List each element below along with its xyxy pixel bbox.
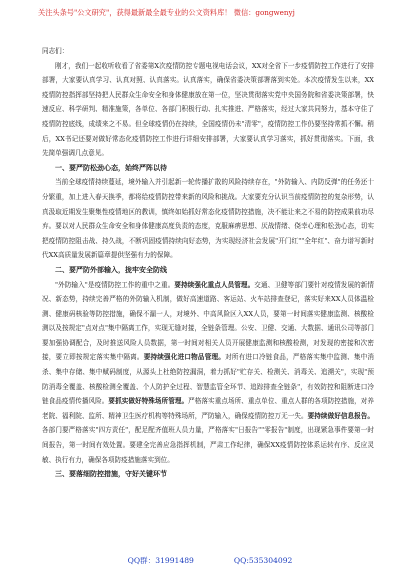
- section-heading-1: 一、要严防松劲心态，始终严阵以待: [55, 162, 167, 172]
- promo-banner: 关注头条号"公文研究"，获得最新最全最专业的公文资料库！ 微信：gongwenyj: [38, 8, 295, 17]
- point-info-reporting-text: 各部门要严格落实"四方责任"，配足配齐值班人员力量，严格落实"日报告""零报告"制度，出现紧急事件要第一时间报告，第一时间有效处置。要建全完善应急指挥机制，严肃工作纪律，确保XX疫情防控体系运转有序、反应灵敏、执行有力，确保各项防疫措施落实到位。: [42, 426, 374, 464]
- document-body: [42, 44, 374, 482]
- intro-paragraph: 刚才，我们一起收听收看了省委第X次疫情防控专题电视电话会议，XX对全省下一步疫情防控工作进行了安排部署，大家要认真学习、认真对照、认真落实。认真落实，确保省委决策部署落到实处。本次疫情发生以来，XX疫情防控指挥部坚持把人民群众生命安全和身体健康放在第一位，坚决贯彻落实党中央国务院和省委决策部署，快速反应、科学研判、精准施策，各单位、各部门积极行动、扎实推进、严格落实，经过大家共同努力，基本守住了疫情防控底线，成绩来之不易。但全球疫情仍在持续，全国疫情仍未"清零"，疫情防控工作仍要坚持常抓不懈。稍后，XX书记还要对做好常态化疫情防控工作进行详细安排部署，大家要认真学习落实，抓好贯彻落实。下面，我先简单强调几点意见。: [42, 61, 374, 158]
- section-heading-3: 三、要落细防控措施，守好关键环节: [55, 469, 167, 479]
- contact-footer: [40, 554, 380, 568]
- greeting: 同志们：: [42, 47, 69, 55]
- section-heading-2: 二、要严防外部输入，拢牢安全防线: [55, 264, 167, 274]
- qq-number-text: QQ:535304092: [233, 556, 293, 565]
- point-key-personnel-text: 交通、卫健等部门要针对疫情发展的新情况、新态势，持续完善严格的外防输入机制，做好高速道路、客运站、火车站排查登记，落实好来XX人员体温检测、健康码核验等防控措施，确保不漏一人，对境外、中高风险区入XX人员，要第一时间落实健康监测、核酸检测以及按规定"点对点"集中隔离工作，实现无缝对接，全链条管理。公安、卫健、交通、大数据、通讯公司等部门要加强协调配合，及时推送风险人员数据，第一时间对相关人员开展健康监测和核酸检测，对发现的密接和次密接，要立即按规定落实集中隔离。: [42, 280, 375, 362]
- point-special-places-text: 严格落实重点场所、重点单位、重点人群的各项防控措施，对养老院、福利院、监所、精神卫生医疗机构等特殊场所，严防输入，确保疫情防控万无一失。: [42, 397, 375, 420]
- section-2-lead: "外防输入"是疫情防控工作的重中之重。: [55, 280, 175, 289]
- section-1-paragraph: 当前全球疫情持续蔓延，境外输入并引起新一轮传播扩散的风险持续存在，"外防输入、内防反弹"的任务还十分繁重，加上进入春天换季，都将给疫情防控带来新的风险和挑战。大家要充分认识当前疫情防控的复杂形势，认真汲取近期发生聚集性疫情地区的教训，慎终如始抓好常态化疫情防控措施，决不能让来之不易的防控成果前功尽弃。要以对人民群众生命安全和身体健康高度负责的态度，克服麻痹思想、厌战情绪、侥幸心理和松劲心态，切实把疫情防控阻击战、持久战，不断巩固疫情持续向好态势，为实现经济社会发展"开门红""全年红"、奋力谱写新时代XX高质量发展新篇章提供坚强有力的保障。: [42, 178, 374, 260]
- point-imported-goods: 要持续强化进口物品管理。: [143, 353, 226, 362]
- section-2-paragraph: [42, 278, 374, 468]
- qq-group-text: QQ群：31991489: [127, 556, 194, 565]
- point-special-places: 要抓实做好特殊场所管理。: [108, 397, 189, 406]
- point-key-personnel: 要持续强化重点人员管理。: [174, 280, 255, 289]
- point-imported-goods-text: 对所有进口冷链食品，严格落实集中监测、集中消杀、集中存储、集中赋码制度，从源头上杜绝防控漏洞，着力抓好"贮存关、检测关、消毒关、追溯关"，实现"预防消毒全覆盖、核酸检测全覆盖、个人防护全过程、智慧监管全环节、追踪排查全链条"，有效防控和阻断进口冷链食品疫情传播风险。: [42, 353, 375, 406]
- point-info-reporting: 要持续做好信息报告。: [307, 411, 375, 420]
